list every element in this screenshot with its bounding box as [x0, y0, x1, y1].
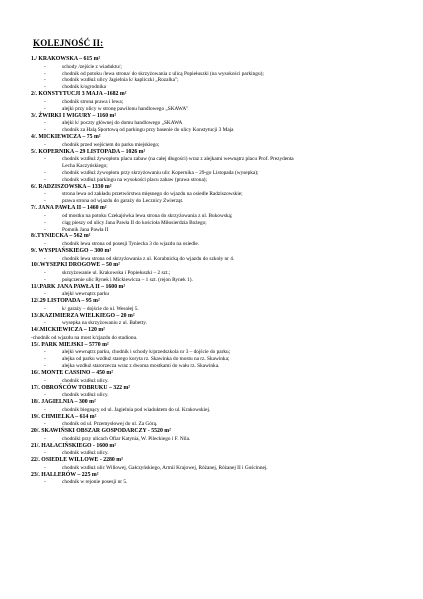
list-item: -chodnik od wjazdu na most k/zjazdu do stadionu.	[31, 334, 138, 341]
list-item: - alejka wzdłuż starorzecza wraz z dwoma mostkami do wału rz. Skawinka.	[31, 363, 401, 370]
section	[31, 327, 401, 342]
list-item: - ciąg pieszy od ulicy Jana Pawła II do kościoła Miłosierdzia Bożego;	[31, 220, 401, 227]
section-items	[31, 142, 401, 149]
section-title: 18/. JAGIELNIA – 300 m²	[31, 399, 96, 406]
section	[31, 472, 401, 487]
list-item: - chodnik wzdłuż ulicy.	[31, 378, 401, 385]
list-item: - chodnik od potoku /lewa strona/ do skrzyżowania z ulicą Popiełuszki (na wysokości parkingu);	[31, 71, 401, 78]
section-title: 2/. KONSTYTUCJI 3 MAJA –1682 m²	[31, 91, 127, 98]
section-list	[31, 56, 401, 486]
list-item: - alejki wewnątrz parku, chodnik i schody k/przedszkola nr 3 – dojście do parku;	[31, 349, 401, 356]
list-item: - alejki wewnątrz parku	[31, 291, 401, 298]
section-items	[31, 99, 401, 113]
list-item: - chodnik wzdłuż ulic Willowej, Gałczyńskiego, Armii Krajowej, Różanej, Różanej II i Gościnnej.	[31, 465, 401, 472]
list-item: - strona lewa od zakładu przetwórstwa mięsnego do wjazdu na osiedle Radziszowskie;	[31, 191, 401, 198]
section-items	[31, 156, 401, 184]
section	[31, 233, 401, 248]
list-item: - alejki k/ poczty głównej do domu handlowego „SKAWA	[31, 120, 401, 127]
list-item: - alejka od parku wzdłuż starego koryta rz. Skawinka do mostu na rz. Skawinka;	[31, 356, 401, 363]
section	[31, 205, 401, 233]
section-title: 6/. RADZISZOWSKA – 1330 m²	[31, 183, 112, 190]
section	[31, 370, 401, 385]
list-item: - schody /zejście z wiaduktu/;	[31, 64, 401, 71]
list-item: - chodniki przy ulicach Ofiar Katynia, W. Pileckiego i F. Nila.	[31, 436, 401, 443]
list-item: - chodnik za Halą Sportową od parkingu przy basenie do ulicy Konstytucji 3 Maja	[31, 127, 401, 134]
list-item: - chodnik w rejonie posesji nr 5.	[31, 479, 401, 486]
section-title: 13/.KAZIMIERZA WIELKIEGO – 20 m²	[31, 312, 135, 319]
section-title: 10/.WYSEPKI DROGOWE – 50 m²	[31, 262, 120, 269]
list-item: - alejki przy ulicy w stronę pawilonu handlowego „SKAWA"	[31, 106, 401, 113]
section-title: 14/.MICKIEWICZA – 120 m²	[31, 327, 105, 334]
section-title: 21/. HAŁACIŃSKIEGO - 1600 m²	[31, 442, 116, 449]
section-items	[31, 120, 401, 134]
section-items	[31, 378, 401, 385]
section-items	[31, 191, 401, 205]
section	[31, 399, 401, 414]
section-title: 20/. SKAWIŃSKI OBSZAR GOSPODARCZY - 5520 m²	[31, 428, 171, 435]
section-title: 5/. KOPERNIKA – 29 LISTOPADA – 1026 m²	[31, 148, 146, 155]
list-item: - od mostku na potoku Czekajówka lewa strona do skrzyżowania z ul. Bukowską;	[31, 213, 401, 220]
list-item: - chodnik przed wejściem do parku miejskiego;	[31, 142, 401, 149]
section-items	[31, 465, 401, 472]
list-item: - Pomnik Jana Pawła II	[31, 227, 401, 234]
section	[31, 428, 401, 443]
page-heading: KOLEJNOŚĆ II:	[33, 38, 104, 48]
section-title: 19/. CHMIELKA – 614 m²	[31, 413, 97, 420]
section-items	[31, 306, 401, 313]
section	[31, 385, 401, 400]
section-title: 7/. JANA PAWŁA II – 1460 m²	[31, 205, 107, 212]
section	[31, 342, 401, 370]
list-item: - chodnik biegnący od ul. Jagielnia pod wiaduktem do ul. Krakowskiej.	[31, 407, 401, 414]
list-item: - chodnik strona prawa i lewa;	[31, 99, 401, 106]
section-items	[31, 407, 401, 414]
list-item: - chodnik wzdłuż żywopłotu przy skrzyżowaniu ulic Kopernika – 29-go Listopada (wysepka);	[31, 170, 401, 177]
section-title: 17/. OBROŃCÓW TOBRUKU – 322 m²	[31, 384, 131, 391]
section	[31, 284, 401, 299]
list-item: - chodnik lewa strona od posesji Tyniecka 3 do wjazdu na osiedle.	[31, 241, 401, 248]
section	[31, 313, 401, 328]
section-title: 3/. ŻWIRKI I WIGURY – 1160 m²	[31, 112, 117, 119]
list-item: - k/ garaży – dojście do ul. Wesołej 5.	[31, 306, 401, 313]
section-items	[31, 450, 401, 457]
section	[31, 414, 401, 429]
section-items	[31, 349, 401, 370]
section	[31, 298, 401, 313]
section	[31, 134, 401, 149]
section	[31, 443, 401, 458]
section-title: 15/. PARK MIEJSKI – 5770 m²	[31, 341, 109, 348]
list-item: - skrzyżowanie ul. Krakowska i Popiełuszki – 2 szt.;	[31, 270, 401, 277]
section-items	[31, 320, 401, 327]
section-items	[31, 64, 401, 92]
section-items	[31, 392, 401, 399]
section	[31, 113, 401, 134]
list-item: - chodnik wzdłuż parkingu na wysokości placu zabaw (prawa strona);	[31, 177, 401, 184]
section	[31, 248, 401, 263]
list-item: - prawa strona od wjazdu do garaży do Lecznicy Zwierząt.	[31, 198, 401, 205]
list-item: - połączenie ulic Rynek i Mickiewicza – 1 szt. (rejon Rynek 1).	[31, 277, 401, 284]
section-title: 9/. WYSPIAŃSKIEGO – 300 m²	[31, 247, 112, 254]
list-item: - chodnik wzdłuż żywopłotu placu zabaw (na całej długości) wraz z alejkami wewnątrz placu Prof. Prezydenta Lecha Kaczyńskiego;	[31, 156, 401, 170]
section	[31, 91, 401, 112]
section-title: 16/. MONTE CASSINO – 450 m²	[31, 370, 113, 377]
section-title: 11/.PARK JANA PAWŁA II – 1600 m²	[31, 283, 126, 290]
section-title: 4/. MICKIEWICZA – 75 m²	[31, 134, 101, 141]
section	[31, 184, 401, 205]
section	[31, 262, 401, 283]
list-item: - chodnik lewa strona od skrzyżowania z ul. Korabnicką do wjazdu do szkoły nr 4.	[31, 256, 401, 263]
section-items	[31, 421, 401, 428]
section-items	[31, 335, 401, 342]
section-items	[31, 291, 401, 298]
list-item: - wysepka na skrzyżowaniu z ul. Babetty.	[31, 320, 401, 327]
list-item: - chodnik od ul. Przemysłowej do ul. Za Górą.	[31, 421, 401, 428]
section	[31, 56, 401, 91]
section-title: 22/. OSIEDLE WILLOWE - 2280 m²	[31, 457, 123, 464]
section-items	[31, 256, 401, 263]
section-title: 1./ KRAKOWSKA – 615 m²	[31, 56, 101, 62]
list-item: - chodnik wzdłuż ulicy.	[31, 450, 401, 457]
list-item: - chodnik wzdłuż ulicy Jagielnia k/ kapliczki „Rozalka";	[31, 77, 401, 84]
section-items	[31, 213, 401, 234]
section	[31, 149, 401, 184]
section-title: 8/.TYNIECKA – 562 m²	[31, 233, 91, 240]
section-items	[31, 270, 401, 284]
section-items	[31, 241, 401, 248]
list-item: - chodnik k/ogrodnika	[31, 84, 401, 91]
section-title: 12/.29 LISTOPADA – 95 m²	[31, 298, 100, 305]
section-items	[31, 436, 401, 443]
list-item: - chodnik wzdłuż ulicy.	[31, 392, 401, 399]
section-title: 23/. HALLERÓW – 225 m²	[31, 471, 99, 478]
section	[31, 457, 401, 472]
section-items	[31, 479, 401, 486]
